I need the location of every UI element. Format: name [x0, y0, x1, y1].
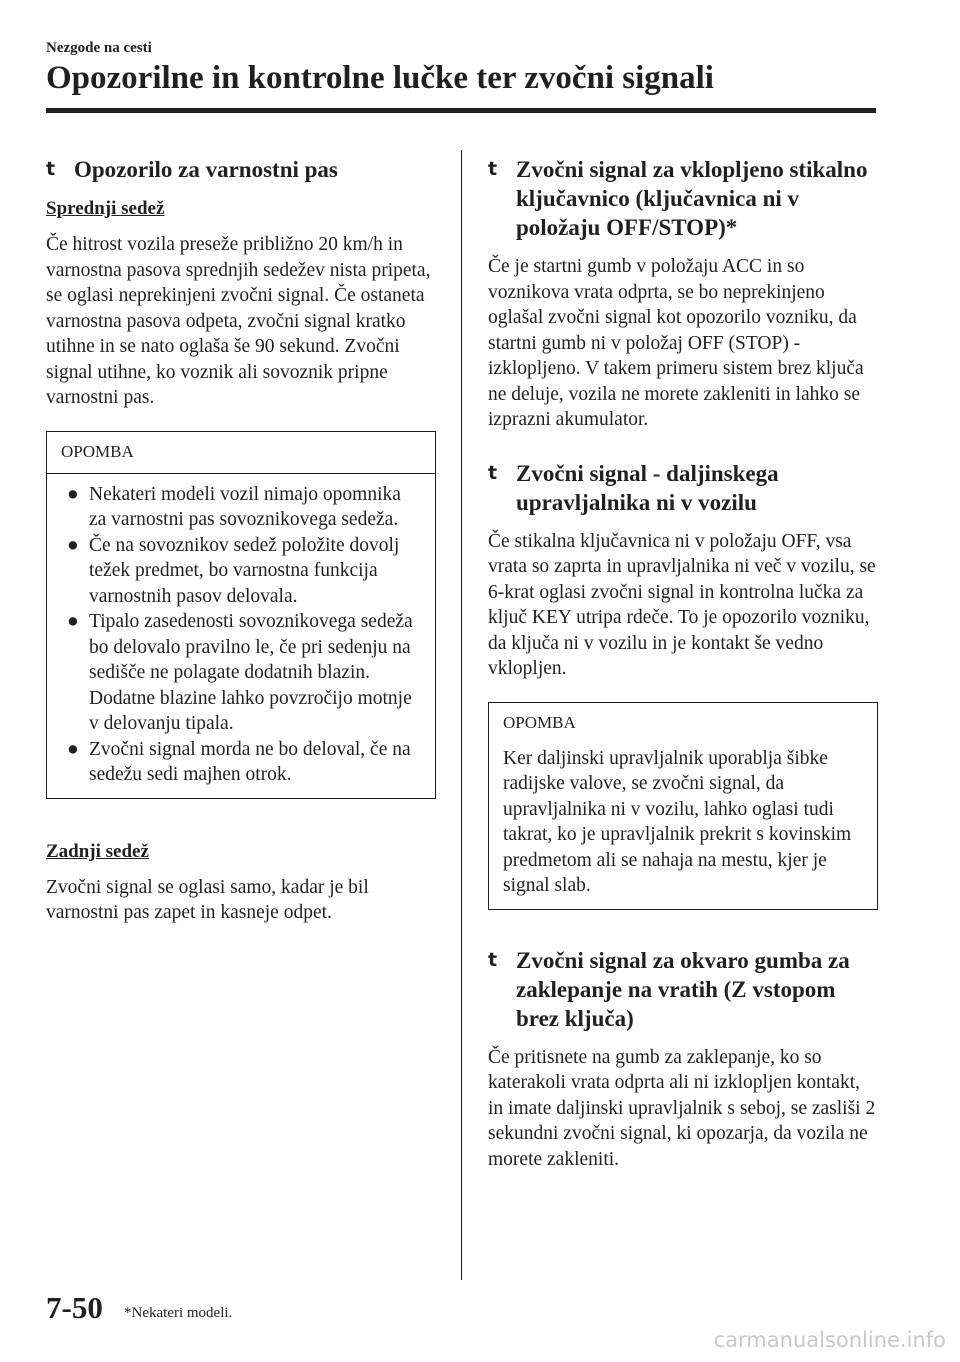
section-heading-text: Zvočni signal za okvaro gumba za zaklepanje na vratih (Z vstopom brez ključa) [516, 947, 850, 1031]
note-list-item: ● Če na sovoznikov sedež položite dovolj težek predmet, bo varnostna funkcija varnostnih pasov delovala. [67, 534, 400, 607]
section-heading-text: Zvočni signal za vklopljeno stikalno ključavnico (ključavnica ni v položaju OFF/STOP)* [516, 157, 868, 240]
lock-button-paragraph: Če pritisnete na gumb za zaklepanje, ko so katerakoli vrata odprta ali ni izklopljen kontakt, in imate daljinski upravljalnik s seboj, se zasliši 2 sekundni zvočni signal, ki opozarja, da vozila ne morete zakleniti. [488, 1046, 876, 1170]
remote-paragraph: Če stikalna ključavnica ni v položaju OFF, vsa vrata so zaprta in upravljalnika ni več v vozilu, se 6-krat oglasi zvočni signal in kontrolna lučka za ključ KEY utripa rdeče. To je opozorilo vozniku, da ključa ni v vozilu in je kontakt še vedno vklopljen. [488, 530, 876, 679]
page-title: Opozorilne in kontrolne lučke ter zvočni signali [46, 60, 714, 96]
section-marker-icon: t [488, 158, 498, 180]
note-list-item: ● Nekateri modeli vozil nimajo opomnika za varnostni pas sovoznikovega sedeža. [67, 483, 401, 530]
rear-seat-paragraph: Zvočni signal se oglasi samo, kadar je bil varnostni pas zapet in kasneje odpet. [46, 876, 369, 923]
section-marker-icon: t [46, 158, 56, 180]
section-marker-icon: t [488, 948, 498, 971]
note-box-remote [488, 702, 878, 910]
watermark: carmanualsonline.info [713, 1328, 946, 1352]
note-list-item: ● Tipalo zasedenosti sovoznikovega sedeža bo delovalo pravilno le, če pri sedenju na sedišče ne polagate dodatnih blazin. Dodatne blazine lahko povzročijo motnje v delovanju tipala. [67, 611, 413, 734]
note-body [47, 474, 435, 798]
bullet-icon: ● [67, 483, 79, 505]
ignition-paragraph: Če je startni gumb v položaju ACC in so voznikova vrata odprta, se bo neprekinjeno oglašal zvočni signal kot opozorilo vozniku, da startni gumb ni v položaj OFF (STOP) - izklopljeno. V takem primeru sistem brez ključa ne deluje, vozila ne morete zakleniti in lahko se izprazni akumulator. [488, 256, 864, 430]
bullet-icon: ● [67, 738, 79, 760]
section-heading-text: Opozorilo za varnostni pas [74, 157, 338, 182]
section-heading-remote [488, 459, 878, 517]
section-heading-ignition [488, 155, 878, 242]
title-divider [46, 108, 876, 113]
front-seat-paragraph: Če hitrost vozila preseže približno 20 km/h in varnostna pasova sprednjih sedežev nista pripeta, se oglasi neprekinjeni zvočni signal. Če ostaneta varnostna pasova odpeta, zvočni signal kratko utihne in se nato oglaša še 90 sekund. Zvočni signal utihne, ko voznik ali sovoznik pripne varnostni pas. [46, 234, 431, 408]
note-body: Ker daljinski upravljalnik uporablja šibke radijske valove, se zvočni signal, da upravljalnika ni v vozilu, lahko oglasi tudi takrat, ko je upravljalnik prekrit s kovinskim predmetom ali se nahaja na mestu, kjer je signal slab. [503, 747, 852, 896]
bullet-icon: ● [67, 611, 79, 632]
note-box-seatbelt [46, 431, 436, 799]
section-heading-seatbelt [46, 155, 436, 184]
footnote: *Nekateri modeli. [124, 1305, 233, 1321]
chapter-label: Nezgode na cesti [46, 40, 152, 56]
note-list-item: ● Zvočni signal morda ne bo deloval, če na sedežu sedi majhen otrok. [67, 738, 411, 785]
page-number: 7-50 [46, 1290, 103, 1325]
section-marker-icon: t [488, 461, 498, 484]
right-column [488, 155, 878, 1172]
note-title: OPOMBA [503, 712, 576, 732]
bullet-icon: ● [67, 534, 79, 556]
column-divider [461, 150, 462, 1280]
section-heading-text: Zvočni signal - daljinskega upravljalnika ni v vozilu [516, 460, 779, 515]
note-list [61, 482, 421, 788]
front-seat-heading: Sprednji sedež [46, 198, 165, 219]
left-column [46, 155, 436, 926]
note-title: OPOMBA [47, 432, 435, 474]
rear-seat-heading: Zadnji sedež [46, 840, 149, 862]
section-heading-lock-button [488, 946, 878, 1033]
